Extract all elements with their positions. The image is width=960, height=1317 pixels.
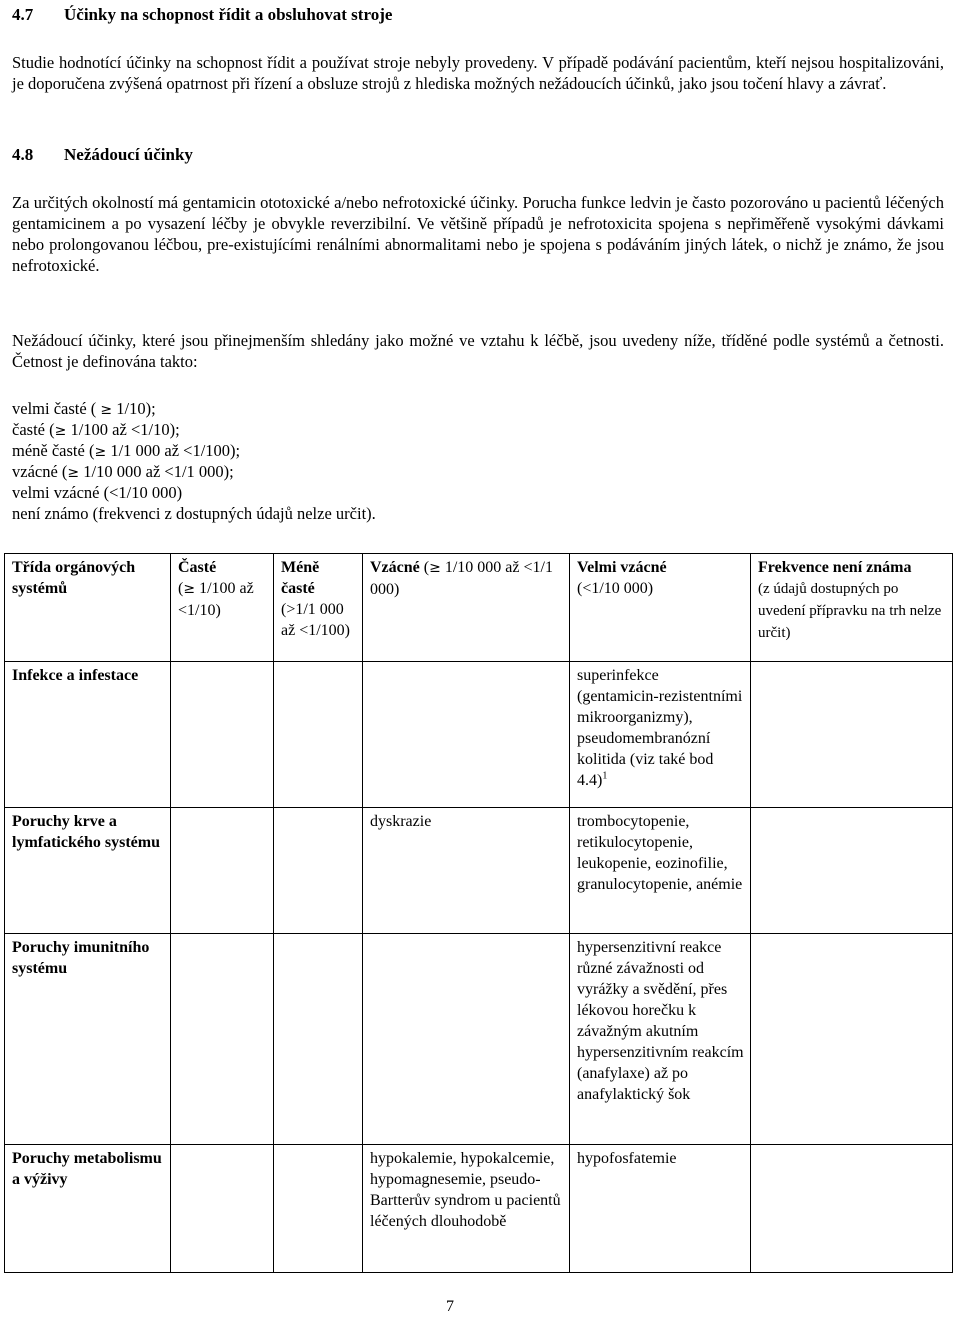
section-number: 4.7 xyxy=(12,5,34,24)
very-rare-cell: trombocytopenie, retikulocytopenie, leukopenie, eozinofilie, granulocytopenie, anémie xyxy=(570,808,751,934)
freq-text: 1/10); xyxy=(112,399,156,418)
rare-cell: hypokalemie, hypokalcemie, hypomagnesemie, pseudo-Bartterův syndrom u pacientů léčených dlouhodobě xyxy=(363,1145,570,1273)
section-heading-4-7 xyxy=(12,4,392,25)
paragraph: Za určitých okolností má gentamicin ototoxické a/nebo nefrotoxické účinky. Porucha funkce ledvin je často pozorováno u pacientů léčených gentamicinem a po vysazení léčby je obvykle reverzibilní. Ve většině případů je nefrotoxicita spojena s nepřiměřeně vysokými dávkami nebo prolongovanou léčbou, pre-existujícími renálními abnormalitami nebo je spojena s podáváním jiných látek, o nichž je známo, že jsou nefrotoxické. xyxy=(12,193,944,275)
header-rare xyxy=(363,554,570,662)
frequency-item xyxy=(12,440,376,461)
unknown-cell xyxy=(751,808,953,934)
table-row xyxy=(5,808,953,934)
section-title: Účinky na schopnost řídit a obsluhovat stroje xyxy=(64,5,393,24)
paragraph: Studie hodnotící účinky na schopnost řídit a používat stroje nebyly provedeny. V případě podávání pacientům, kteří nejsou hospitalizováni, je doporučena zvýšená opatrnost při řízení a obsluze strojů z hlediska možných nežádoucích účinků, jako jsou točení hlavy a závrať. xyxy=(12,53,944,93)
soc-cell: Poruchy metabolismu a výživy xyxy=(5,1145,171,1273)
header-soc xyxy=(5,554,171,662)
rare-cell xyxy=(363,934,570,1145)
header-range: ( xyxy=(419,559,430,576)
header-range: (<1/10 000) xyxy=(577,580,654,597)
soc-cell: Infekce a infestace xyxy=(5,662,171,808)
unknown-cell xyxy=(751,1145,953,1273)
header-unknown xyxy=(751,554,953,662)
freq-text: 1/1 000 až <1/100); xyxy=(106,441,241,460)
unknown-cell xyxy=(751,934,953,1145)
uncommon-cell xyxy=(274,808,363,934)
cell-text: superinfekce (gentamicin-rezistentními mikroorganizmy), pseudomembranózní kolitida (viz také bod 4.4) xyxy=(577,667,743,789)
uncommon-cell xyxy=(274,934,363,1145)
ge-symbol: ≥ xyxy=(100,402,113,418)
frequency-item xyxy=(12,503,376,524)
common-cell xyxy=(171,808,274,934)
ge-symbol: ≥ xyxy=(94,444,107,460)
freq-text: není známo (frekvenci z dostupných údajů nelze určit). xyxy=(12,504,376,523)
frequency-item xyxy=(12,461,376,482)
soc-cell: Poruchy krve a lymfatického systému xyxy=(5,808,171,934)
paragraph: Nežádoucí účinky, které jsou přinejmenším shledány jako možné ve vztahu k léčbě, jsou uvedeny níže, tříděné podle systémů a četnosti. Četnost je definována takto: xyxy=(12,331,944,371)
page-number: 7 xyxy=(446,1298,454,1315)
frequency-item xyxy=(12,482,376,503)
table-row xyxy=(5,1145,953,1273)
freq-text: 1/100 až <1/10); xyxy=(66,420,180,439)
header-label: Frekvence není známa xyxy=(758,559,912,576)
section-4-8-body xyxy=(12,192,944,276)
common-cell xyxy=(171,1145,274,1273)
frequency-intro xyxy=(12,330,944,372)
frequency-item xyxy=(12,398,376,419)
header-label: Třída orgánových systémů xyxy=(12,559,136,597)
header-range: 1/10 000 až <1/1 000) xyxy=(370,559,553,598)
freq-text: velmi časté ( xyxy=(12,399,101,418)
adverse-effects-table xyxy=(4,553,953,1273)
freq-text: méně časté ( xyxy=(12,441,95,460)
very-rare-cell: hypofosfatemie xyxy=(570,1145,751,1273)
header-label: Časté xyxy=(178,559,217,576)
freq-text: časté ( xyxy=(12,420,55,439)
freq-text: velmi vzácné (<1/10 000) xyxy=(12,483,183,502)
frequency-item xyxy=(12,419,376,440)
footnote-ref: 1 xyxy=(602,770,608,782)
table-row xyxy=(5,662,953,808)
header-very-rare xyxy=(570,554,751,662)
freq-text: vzácné ( xyxy=(12,462,68,481)
table-row xyxy=(5,934,953,1145)
ge-symbol: ≥ xyxy=(429,560,441,576)
soc-cell: Poruchy imunitního systému xyxy=(5,934,171,1145)
header-range: ( xyxy=(178,580,184,597)
ge-symbol: ≥ xyxy=(183,581,196,597)
ge-symbol: ≥ xyxy=(67,465,80,481)
section-title: Nežádoucí účinky xyxy=(64,145,193,164)
very-rare-cell: hypersenzitivní reakce různé závažnosti od vyrážky a svědění, přes lékovou horečku k závažným akutním hypersenzitivním reakcím (anafylaxe) až po anafylaktický šok xyxy=(570,934,751,1145)
table-header-row xyxy=(5,554,953,662)
common-cell xyxy=(171,662,274,808)
header-range: 1/100 až <1/10) xyxy=(178,580,254,619)
header-range: (>1/1 000 až <1/100) xyxy=(281,601,350,639)
rare-cell xyxy=(363,662,570,808)
section-heading-4-8 xyxy=(12,144,193,165)
header-label: Velmi vzácné xyxy=(577,559,667,576)
ge-symbol: ≥ xyxy=(54,423,67,439)
uncommon-cell xyxy=(274,1145,363,1273)
rare-cell: dyskrazie xyxy=(363,808,570,934)
header-label: Méně časté xyxy=(281,559,320,597)
header-range: (z údajů dostupných po uvedení přípravku na trh nelze určit) xyxy=(758,581,942,641)
section-4-7-body xyxy=(12,52,944,94)
common-cell xyxy=(171,934,274,1145)
unknown-cell xyxy=(751,662,953,808)
header-uncommon xyxy=(274,554,363,662)
uncommon-cell xyxy=(274,662,363,808)
header-label: Vzácné xyxy=(370,559,420,576)
frequency-list xyxy=(12,398,376,524)
very-rare-cell xyxy=(570,662,751,808)
header-common xyxy=(171,554,274,662)
freq-text: 1/10 000 až <1/1 000); xyxy=(79,462,234,481)
section-number: 4.8 xyxy=(12,145,34,164)
